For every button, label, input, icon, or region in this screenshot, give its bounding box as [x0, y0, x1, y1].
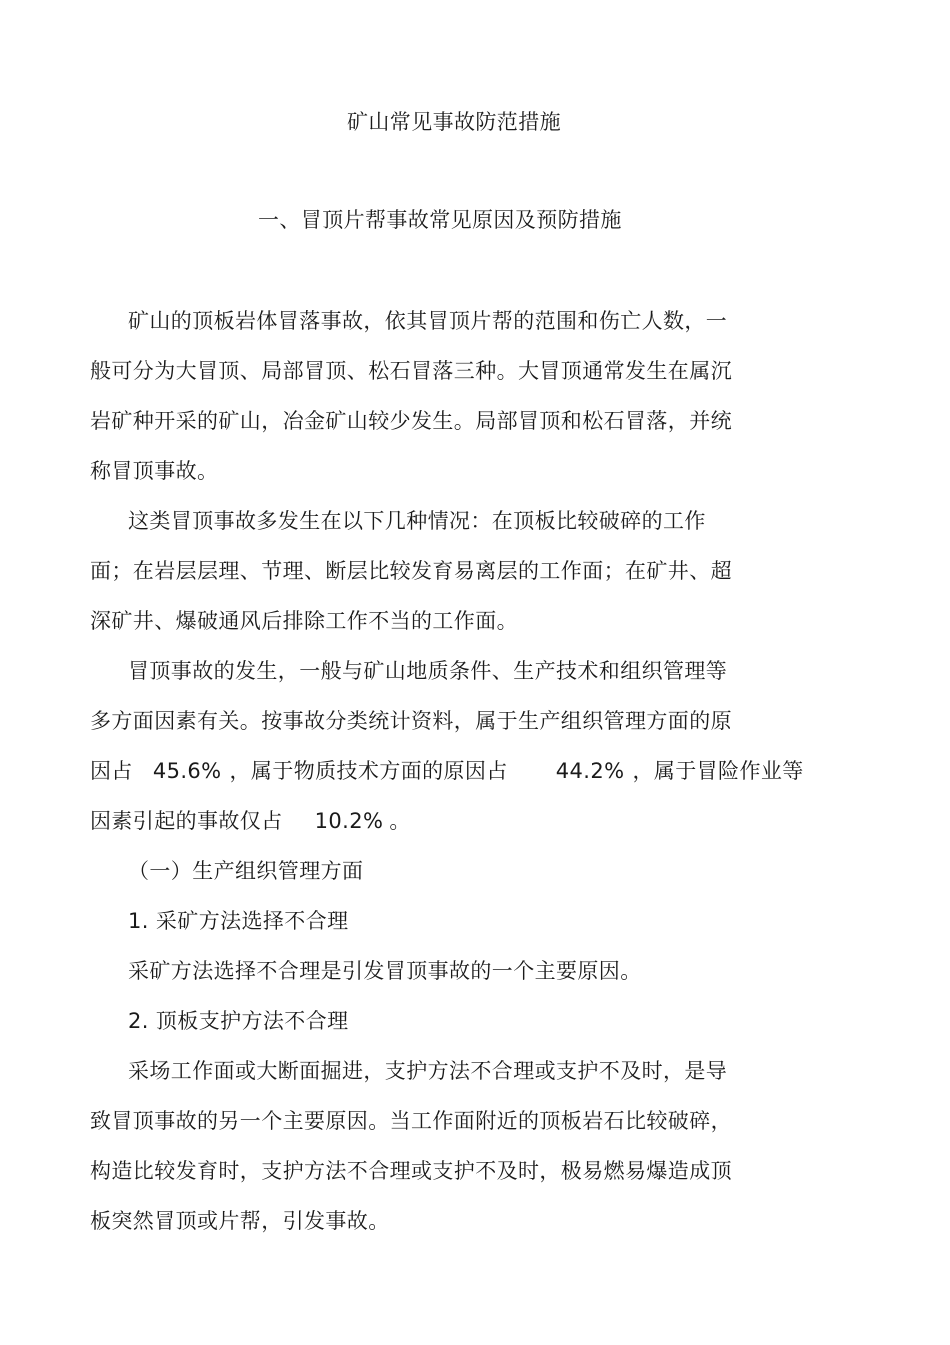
paragraph-2-line-2: 面；在岩层层理、节理、断层比较发育易离层的工作面；在矿井、超 — [90, 559, 732, 583]
paragraph-1-line-2: 般可分为大冒顶、局部冒顶、松石冒落三种。大冒顶通常发生在属沉 — [90, 359, 732, 383]
paragraph-3-line-2: 多方面因素有关。按事故分类统计资料，属于生产组织管理方面的原 — [90, 709, 732, 733]
paragraph-1-line-3: 岩矿种开采的矿山，冶金矿山较少发生。局部冒顶和松石冒落，并统 — [90, 409, 732, 433]
paragraph-3-line-4 — [90, 806, 411, 836]
percentage-value: 45.6% — [152, 759, 222, 783]
percentage-value: 44.2% — [555, 759, 625, 783]
item-2-text-line-1: 采场工作面或大断面掘进，支护方法不合理或支护不及时，是导 — [128, 1059, 728, 1083]
paragraph-3-text: 因占 — [90, 759, 133, 783]
paragraph-3-line-3 — [90, 756, 804, 786]
item-2-text-line-2: 致冒顶事故的另一个主要原因。当工作面附近的顶板岩石比较破碎， — [90, 1109, 732, 1133]
subsection-heading: （一）生产组织管理方面 — [128, 859, 364, 883]
paragraph-1-line-1: 矿山的顶板岩体冒落事故，依其冒顶片帮的范围和伤亡人数，一 — [128, 309, 728, 333]
item-2-text-line-3: 构造比较发育时，支护方法不合理或支护不及时，极易燃易爆造成顶 — [90, 1159, 732, 1183]
paragraph-3-text: 因素引起的事故仅占 — [90, 809, 283, 833]
item-2-text-line-4: 板突然冒顶或片帮，引发事故。 — [90, 1209, 390, 1233]
paragraph-3-line-1: 冒顶事故的发生，一般与矿山地质条件、生产技术和组织管理等 — [128, 659, 728, 683]
paragraph-3-text: 。 — [389, 809, 411, 833]
paragraph-2-line-3: 深矿井、爆破通风后排除工作不当的工作面。 — [90, 609, 518, 633]
paragraph-3-text: ，属于物质技术方面的原因占 — [229, 759, 508, 783]
paragraph-2-line-1: 这类冒顶事故多发生在以下几种情况：在顶板比较破碎的工作 — [128, 509, 706, 533]
document-title: 矿山常见事故防范措施 — [347, 110, 561, 134]
percentage-value: 10.2% — [314, 809, 384, 833]
item-1-title: 1. 采矿方法选择不合理 — [128, 909, 349, 933]
section-heading: 一、冒顶片帮事故常见原因及预防措施 — [258, 208, 622, 232]
paragraph-3-text: ，属于冒险作业等 — [632, 759, 804, 783]
paragraph-1-line-4: 称冒顶事故。 — [90, 459, 219, 483]
item-1-text: 采矿方法选择不合理是引发冒顶事故的一个主要原因。 — [128, 959, 642, 983]
item-2-title: 2. 顶板支护方法不合理 — [128, 1009, 349, 1033]
